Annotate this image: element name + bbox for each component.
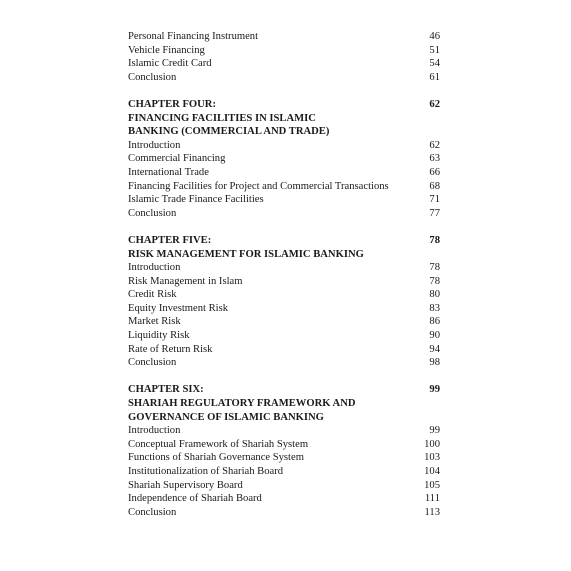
chapter-heading (128, 234, 440, 248)
toc-entry-title: Introduction (128, 262, 181, 274)
toc-entry-page: 46 (429, 31, 440, 42)
toc-entry-title: Rate of Return Risk (128, 343, 213, 355)
toc-entry-page: 98 (429, 357, 440, 369)
chapter-heading-title: CHAPTER SIX: (128, 384, 204, 396)
toc-entry-page: 86 (429, 316, 440, 328)
toc-entry (128, 180, 440, 194)
chapter-heading-page: 99 (429, 384, 440, 396)
toc-entry (128, 166, 440, 180)
toc-entry-page: 68 (429, 180, 440, 192)
toc-entry-page: 103 (424, 452, 440, 464)
toc-entry-page: 83 (429, 302, 440, 314)
toc-entry-title: Institutionalization of Shariah Board (128, 466, 284, 477)
toc-entry-page: 77 (429, 207, 440, 219)
chapter-entries (128, 424, 440, 519)
toc-entry-page: 90 (429, 330, 440, 342)
toc-entry-title: Conceptual Framework of Shariah System (128, 438, 309, 450)
toc-entry-page: 104 (424, 466, 440, 477)
toc-entry-page: 62 (429, 139, 440, 151)
toc-entry (128, 302, 440, 316)
chapter-heading-page: 62 (429, 98, 440, 110)
chapter-six-section (128, 383, 440, 519)
chapter-subtitle-line: FINANCING FACILITIES IN ISLAMIC (128, 112, 316, 124)
chapter-heading-title: CHAPTER FOUR: (128, 98, 216, 110)
toc-entry (128, 30, 440, 44)
chapter-four-section (128, 98, 440, 220)
toc-entry (128, 479, 440, 493)
toc-entry-title: Financing Facilities for Project and Commercial Transactions (128, 180, 389, 192)
toc-entry (128, 57, 440, 71)
toc-entry-page: 100 (424, 438, 440, 450)
toc-entry (128, 315, 440, 329)
toc-entry-page: 78 (429, 262, 440, 274)
toc-entry (128, 44, 440, 58)
toc-entry-title: Conclusion (128, 71, 177, 83)
toc-entry (128, 343, 440, 357)
toc-entry-page: 111 (424, 493, 440, 505)
toc-entry (128, 193, 440, 207)
toc-entry-title: Shariah Supervisory Board (128, 479, 243, 491)
toc-entry (128, 152, 440, 166)
toc-entry (128, 424, 440, 438)
toc-entry-title: Market Risk (128, 316, 181, 328)
table-of-contents (128, 30, 440, 519)
toc-entry (128, 139, 440, 153)
toc-entry-page: 66 (429, 166, 440, 178)
toc-entry-title: Islamic Trade Finance Facilities (128, 194, 264, 206)
toc-entry-title: Vehicle Financing (128, 44, 205, 56)
chapter-heading-title: CHAPTER FIVE: (128, 234, 212, 246)
toc-entry (128, 465, 440, 479)
toc-entry-title: Islamic Credit Card (128, 58, 212, 70)
toc-entry (128, 275, 440, 289)
toc-entry-page: 54 (429, 58, 440, 70)
toc-entry (128, 506, 440, 520)
chapter-heading (128, 98, 440, 112)
toc-entry (128, 288, 440, 302)
toc-entry-page: 99 (429, 425, 440, 437)
toc-entry-title: Conclusion (128, 207, 177, 219)
toc-entry-page: 63 (429, 153, 440, 165)
toc-entry (128, 207, 440, 221)
toc-entry-title: International Trade (128, 166, 209, 178)
toc-entry (128, 451, 440, 465)
toc-entry-title: Introduction (128, 425, 181, 437)
toc-entry-page: 78 (429, 275, 440, 287)
toc-entry-title: Risk Management in Islam (128, 275, 243, 287)
chapter-heading (128, 383, 440, 397)
toc-entry-page: 80 (429, 289, 440, 301)
toc-entry-page: 113 (424, 506, 440, 518)
toc-entry (128, 71, 440, 85)
chapter-five-section (128, 234, 440, 370)
toc-entry-title: Conclusion (128, 506, 177, 518)
toc-entry (128, 356, 440, 370)
chapter-subtitle-line: RISK MANAGEMENT FOR ISLAMIC BANKING (128, 248, 364, 260)
toc-entry (128, 261, 440, 275)
toc-entry-title: Functions of Shariah Governance System (128, 452, 304, 464)
chapter-subtitle-line: GOVERNANCE OF ISLAMIC BANKING (128, 411, 324, 423)
chapter-subtitle-line: SHARIAH REGULATORY FRAMEWORK AND (128, 398, 356, 410)
chapter-subtitle-line: BANKING (COMMERCIAL AND TRADE) (128, 126, 330, 138)
chapter-entries (128, 261, 440, 370)
intro-entries (128, 30, 440, 84)
toc-entry (128, 438, 440, 452)
toc-entry-title: Personal Financing Instrument (128, 31, 259, 42)
toc-entry-page: 94 (429, 343, 440, 355)
toc-entry-page: 71 (429, 194, 440, 206)
toc-entry-title: Liquidity Risk (128, 330, 190, 342)
chapter-entries (128, 139, 440, 221)
toc-entry-title: Credit Risk (128, 289, 177, 301)
toc-entry-page: 105 (424, 479, 440, 491)
toc-entry-title: Independence of Shariah Board (128, 493, 262, 505)
toc-entry (128, 329, 440, 343)
toc-entry-page: 51 (429, 44, 440, 56)
chapter-heading-page: 78 (429, 234, 440, 246)
toc-entry-title: Introduction (128, 139, 181, 151)
toc-entry (128, 492, 440, 506)
toc-entry-title: Conclusion (128, 357, 177, 369)
toc-entry-title: Equity Investment Risk (128, 302, 229, 314)
toc-entry-title: Commercial Financing (128, 153, 226, 165)
toc-entry-page: 61 (429, 71, 440, 83)
